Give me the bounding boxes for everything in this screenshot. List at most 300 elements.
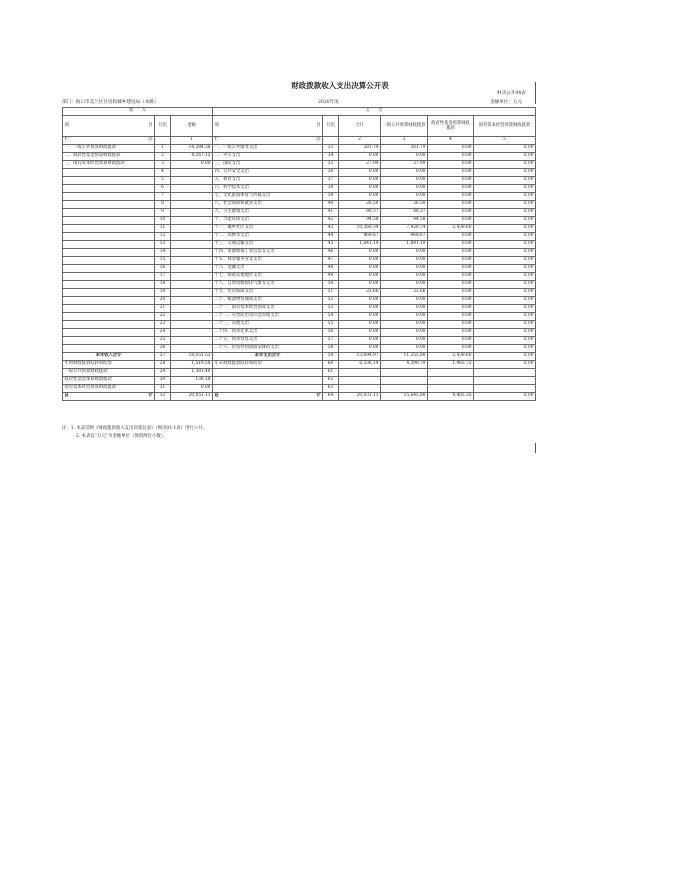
expense-state-capital: 0.00	[474, 344, 536, 352]
income-amount	[171, 320, 213, 328]
expense-col-blank	[323, 137, 339, 145]
table-row	[63, 176, 536, 184]
income-row-no: 21	[155, 304, 171, 312]
table-row	[63, 200, 536, 208]
expense-state-capital: 0.00	[474, 216, 536, 224]
carry-expense-total: 6,336.14	[339, 360, 381, 368]
expense-rowno-header: 行次	[323, 116, 339, 137]
table-row	[63, 304, 536, 312]
expense-general-budget: 23.66	[381, 288, 428, 296]
income-row-no: 20	[155, 296, 171, 304]
expense-general-budget: 0.00	[381, 280, 428, 288]
table-row	[63, 312, 536, 320]
expense-state-capital: 0.00	[474, 240, 536, 248]
expense-general-budget: 0.00	[381, 296, 428, 304]
expense-row-no: 39	[323, 192, 339, 200]
expense-gov-fund: 0.00	[428, 288, 474, 296]
carry-expense-general	[381, 384, 428, 392]
expense-item-name: 二十五、债务付息支出	[213, 336, 323, 344]
expense-general-budget: 0.00	[381, 272, 428, 280]
annual-total-row	[63, 352, 536, 360]
table-row	[63, 232, 536, 240]
expense-gov-fund: 0.00	[428, 168, 474, 176]
income-amount	[171, 184, 213, 192]
table-row	[63, 296, 536, 304]
carry-expense-no: 62	[323, 376, 339, 384]
expense-item-name: 十一、城乡社区支出	[213, 224, 323, 232]
expense-gov-fund: 0.00	[428, 144, 474, 152]
expense-state-capital: 0.00	[474, 248, 536, 256]
gov-fund-header: 政府性基金预算财政拨款	[428, 116, 474, 137]
expense-row-no: 48	[323, 264, 339, 272]
expense-general-budget: 0.00	[381, 248, 428, 256]
income-item-name	[63, 256, 155, 264]
income-item-name	[63, 168, 155, 176]
grand-total-row	[63, 392, 536, 400]
income-item-name: 一、一般公共预算财政拨款	[63, 144, 155, 152]
expense-total: 26.50	[339, 200, 381, 208]
expense-total: 0.00	[339, 256, 381, 264]
carry-expense-no: 60	[323, 360, 339, 368]
expense-item-name: 二十、粮油物资储备支出	[213, 296, 323, 304]
expense-total: 0.00	[339, 328, 381, 336]
expense-general-budget: 0.00	[381, 192, 428, 200]
carry-income-amount: 1,519.58	[171, 360, 213, 368]
carry-income-name: 年初财政拨款结转和结余	[63, 360, 155, 368]
carry-row	[63, 360, 536, 368]
expense-state-capital: 0.00	[474, 184, 536, 192]
carry-expense-general	[381, 376, 428, 384]
income-amount	[171, 280, 213, 288]
expense-row-no: 51	[323, 288, 339, 296]
carry-expense-capital	[474, 384, 536, 392]
carry-expense-name	[213, 368, 323, 376]
income-item-name	[63, 224, 155, 232]
grand-total-income-no: 32	[155, 392, 171, 400]
carry-expense-capital	[474, 376, 536, 384]
expense-gov-fund: 0.00	[428, 232, 474, 240]
expense-gov-fund: 0.00	[428, 216, 474, 224]
expense-row-no: 54	[323, 312, 339, 320]
expense-gov-fund: 0.00	[428, 152, 474, 160]
income-total-amount: 18,551.53	[171, 352, 213, 360]
income-row-no: 14	[155, 248, 171, 256]
expense-gov-fund: 0.00	[428, 296, 474, 304]
income-amount	[171, 208, 213, 216]
expense-gov-fund: 0.00	[428, 184, 474, 192]
expense-item-name: 九、卫生健康支出	[213, 208, 323, 216]
expense-gov-fund: 0.00	[428, 280, 474, 288]
expense-total: 0.00	[339, 296, 381, 304]
income-amount-header: 金额	[171, 116, 213, 137]
expense-general-budget: 0.00	[381, 176, 428, 184]
expense-row-no: 33	[323, 144, 339, 152]
expense-item-name: 二十六、抗疫特别国债安排的支出	[213, 344, 323, 352]
carry-expense-fund	[428, 368, 474, 376]
expense-gov-fund: 0.00	[428, 160, 474, 168]
carry-expense-name	[213, 376, 323, 384]
income-item-name	[63, 264, 155, 272]
table-row	[63, 144, 536, 152]
expense-total: 0.00	[339, 272, 381, 280]
carry-expense-fund	[428, 384, 474, 392]
expense-state-capital: 0.00	[474, 296, 536, 304]
table-row	[63, 272, 536, 280]
income-amount	[171, 232, 213, 240]
expense-item-name: 七、文化旅游体育与传媒支出	[213, 192, 323, 200]
carry-row	[63, 368, 536, 376]
carry-expense-capital	[474, 368, 536, 376]
income-row-no: 6	[155, 184, 171, 192]
income-row-no: 12	[155, 232, 171, 240]
expense-item-name: 二十三、其他支出	[213, 320, 323, 328]
table-row	[63, 344, 536, 352]
expense-row-no: 40	[323, 200, 339, 208]
income-row-no: 9	[155, 208, 171, 216]
expense-state-capital: 0.00	[474, 176, 536, 184]
income-item-name: 三、国有资本经营预算财政拨款	[63, 160, 155, 168]
expense-general-budget: 0.00	[381, 184, 428, 192]
expense-item-header: 项 目	[213, 116, 323, 137]
expense-state-capital: 0.00	[474, 328, 536, 336]
expense-general-budget: 7,920.74	[381, 224, 428, 232]
income-item-name	[63, 304, 155, 312]
expense-total-no: 59	[323, 352, 339, 360]
table-row	[63, 328, 536, 336]
table-row	[63, 160, 536, 168]
expense-general-budget: 281.79	[381, 144, 428, 152]
expense-total-label: 本年支出合计	[213, 352, 323, 360]
expense-total: 0.00	[339, 176, 381, 184]
income-amount	[171, 256, 213, 264]
carry-expense-fund: 1,965.75	[428, 360, 474, 368]
income-col-blank	[155, 137, 171, 145]
expense-item-name: 二、外交支出	[213, 152, 323, 160]
expense-item-name: 十六、金融支出	[213, 264, 323, 272]
expense-state-capital: 0.00	[474, 320, 536, 328]
col-index-2: 2	[339, 137, 381, 145]
income-amount	[171, 272, 213, 280]
expense-total: 0.00	[339, 280, 381, 288]
column-header-row	[63, 116, 536, 137]
fiscal-year: 2020年度	[318, 100, 339, 105]
carry-row	[63, 384, 536, 392]
expense-total: 0.00	[339, 312, 381, 320]
table-row	[63, 240, 536, 248]
expense-general-budget: 0.00	[381, 320, 428, 328]
state-capital-header: 国有资本经营预算财政拨款	[474, 116, 536, 137]
table-row	[63, 216, 536, 224]
footnote-2: 2. 本表以“万元”为金额单位（保留两位小数）。	[76, 434, 168, 439]
expense-total: 0.00	[339, 304, 381, 312]
expense-row-no: 44	[323, 232, 339, 240]
carry-expense-general	[381, 368, 428, 376]
expense-total: 0.00	[339, 264, 381, 272]
income-item-name	[63, 328, 155, 336]
edge-rule-bottom	[535, 443, 536, 453]
edge-rule-top	[535, 82, 536, 104]
income-total-no: 27	[155, 352, 171, 360]
income-item-name	[63, 216, 155, 224]
expense-row-no: 34	[323, 152, 339, 160]
income-amount	[171, 240, 213, 248]
carry-expense-general: 4,390.79	[381, 360, 428, 368]
expense-gov-fund: 0.00	[428, 240, 474, 248]
expense-item-name: 十、节能环保支出	[213, 216, 323, 224]
income-amount	[171, 288, 213, 296]
carry-expense-fund	[428, 376, 474, 384]
income-item-name	[63, 288, 155, 296]
table-row	[63, 208, 536, 216]
income-amount	[171, 264, 213, 272]
expense-state-capital: 0.00	[474, 208, 536, 216]
income-item-name	[63, 200, 155, 208]
income-amount	[171, 176, 213, 184]
carry-income-name: 一般公共预算财政拨款	[63, 368, 155, 376]
expense-row-no: 43	[323, 224, 339, 232]
income-item-name	[63, 344, 155, 352]
income-item-name	[63, 240, 155, 248]
income-amount: 14,284.38	[171, 144, 213, 152]
table-row	[63, 248, 536, 256]
expense-state-capital: 0.00	[474, 312, 536, 320]
expense-total: 10,360.34	[339, 224, 381, 232]
income-amount	[171, 248, 213, 256]
expense-general-budget: 0.00	[381, 168, 428, 176]
income-amount	[171, 224, 213, 232]
income-amount	[171, 200, 213, 208]
income-section-header: 收 入	[63, 108, 213, 116]
expense-state-capital: 0.00	[474, 200, 536, 208]
expense-row-no: 57	[323, 336, 339, 344]
expense-row-no: 58	[323, 344, 339, 352]
table-row	[63, 224, 536, 232]
expense-general-budget: 969.67	[381, 232, 428, 240]
expense-gov-fund: 0.00	[428, 336, 474, 344]
income-row-no: 11	[155, 224, 171, 232]
expense-row-no: 52	[323, 296, 339, 304]
expense-total: 23.66	[339, 288, 381, 296]
income-item-name	[63, 192, 155, 200]
income-item-name	[63, 176, 155, 184]
income-row-no: 26	[155, 344, 171, 352]
grand-total-expense-fund: 4,405.35	[428, 392, 474, 400]
income-item-name	[63, 208, 155, 216]
income-item-name	[63, 272, 155, 280]
income-amount	[171, 336, 213, 344]
income-item-header: 项 目	[63, 116, 155, 137]
expense-total: 0.00	[339, 184, 381, 192]
income-row-no: 10	[155, 216, 171, 224]
expense-general-budget: 0.00	[381, 152, 428, 160]
table-row	[63, 184, 536, 192]
expense-gov-fund: 0.00	[428, 192, 474, 200]
expense-general-budget: 0.00	[381, 328, 428, 336]
expense-general-budget: 27.99	[381, 160, 428, 168]
expense-gov-fund: 0.00	[428, 248, 474, 256]
expense-general-budget: 94.58	[381, 216, 428, 224]
col-index-1: 1	[171, 137, 213, 145]
col-index-5: 5	[474, 137, 536, 145]
expense-item-name: 八、社会保障和就业支出	[213, 200, 323, 208]
expense-total: 1,841.19	[339, 240, 381, 248]
expense-item-name: 二十一、国有资本经营预算支出	[213, 304, 323, 312]
income-amount	[171, 192, 213, 200]
income-row-no: 2	[155, 152, 171, 160]
expense-state-capital: 0.00	[474, 264, 536, 272]
income-item-name	[63, 232, 155, 240]
income-item-name	[63, 312, 155, 320]
income-amount	[171, 216, 213, 224]
carry-income-amount: 0.00	[171, 384, 213, 392]
expense-col-label: 栏 次	[214, 137, 321, 142]
expense-general-budget: 89.37	[381, 208, 428, 216]
column-index-row	[63, 137, 536, 145]
expense-item-name: 十五、商业服务业等支出	[213, 256, 323, 264]
expense-section-header: 支 出	[213, 108, 536, 116]
money-unit: 金额单位：万元	[490, 100, 523, 105]
carry-expense-total	[339, 368, 381, 376]
expense-row-no: 46	[323, 248, 339, 256]
expense-total-sum: 13,694.97	[339, 352, 381, 360]
expense-total-capital: 0.00	[474, 352, 536, 360]
expense-total: 969.67	[339, 232, 381, 240]
expense-general-budget: 0.00	[381, 336, 428, 344]
section-header-row	[63, 108, 536, 116]
income-item-name	[63, 248, 155, 256]
expense-total: 0.00	[339, 320, 381, 328]
expense-item-name: 十四、资源勘探工业信息等支出	[213, 248, 323, 256]
carry-expense-name: 年末财政拨款结转和结余	[213, 360, 323, 368]
carry-income-amount: 138.18	[171, 376, 213, 384]
table-row	[63, 320, 536, 328]
income-item-name	[63, 320, 155, 328]
expense-total: 0.00	[339, 344, 381, 352]
expense-total: 27.99	[339, 160, 381, 168]
carry-expense-capital: 0.00	[474, 360, 536, 368]
expense-item-name: 四、公共安全支出	[213, 168, 323, 176]
general-budget-header: 一般公共预算财政拨款	[381, 116, 428, 137]
expense-gov-fund: 0.00	[428, 264, 474, 272]
expense-gov-fund: 0.00	[428, 328, 474, 336]
col-index-4: 4	[428, 137, 474, 145]
income-row-no: 23	[155, 320, 171, 328]
expense-row-no: 56	[323, 328, 339, 336]
expense-item-name: 二十二、灾害防治及应急管理支出	[213, 312, 323, 320]
income-row-no: 18	[155, 280, 171, 288]
expense-item-name: 十八、自然资源海洋气象等支出	[213, 280, 323, 288]
expense-gov-fund: 0.00	[428, 200, 474, 208]
expense-item-name: 五、教育支出	[213, 176, 323, 184]
income-row-no: 5	[155, 176, 171, 184]
expense-row-no: 50	[323, 280, 339, 288]
expense-state-capital: 0.00	[474, 224, 536, 232]
income-row-no: 24	[155, 328, 171, 336]
expense-gov-fund: 0.00	[428, 176, 474, 184]
expense-row-no: 49	[323, 272, 339, 280]
carry-expense-no: 63	[323, 384, 339, 392]
expense-item-name: 十九、住房保障支出	[213, 288, 323, 296]
expense-item-name: 十七、援助其他地区支出	[213, 272, 323, 280]
income-row-no: 25	[155, 336, 171, 344]
income-row-no: 1	[155, 144, 171, 152]
income-row-no: 15	[155, 256, 171, 264]
expense-gov-fund: 0.00	[428, 344, 474, 352]
expense-general-budget: 0.00	[381, 304, 428, 312]
grand-total-expense-total: 20,031.11	[339, 392, 381, 400]
expense-gov-fund: 0.00	[428, 208, 474, 216]
income-item-name	[63, 280, 155, 288]
form-code: 财决公开04表	[497, 91, 526, 96]
expense-general-budget: 0.00	[381, 256, 428, 264]
expense-total: 281.79	[339, 144, 381, 152]
department-label: 部门：海口市美兰区住房和城乡建设局（本级）	[62, 100, 159, 105]
expense-item-name: 一、一般公共服务支出	[213, 144, 323, 152]
income-row-no: 4	[155, 168, 171, 176]
table-row	[63, 280, 536, 288]
col-index-3: 3	[381, 137, 428, 145]
expense-item-name: 二十四、债务还本支出	[213, 328, 323, 336]
income-item-name: 二、政府性基金预算财政拨款	[63, 152, 155, 160]
income-amount	[171, 168, 213, 176]
expense-state-capital: 0.00	[474, 272, 536, 280]
expense-row-no: 36	[323, 168, 339, 176]
expense-state-capital: 0.00	[474, 304, 536, 312]
income-col-label: 栏 次	[64, 137, 153, 142]
income-amount	[171, 304, 213, 312]
expense-total: 0.00	[339, 168, 381, 176]
income-row-no: 8	[155, 200, 171, 208]
expense-gov-fund: 0.00	[428, 256, 474, 264]
expense-state-capital: 0.00	[474, 288, 536, 296]
expense-total-fund: 2,439.60	[428, 352, 474, 360]
income-item-name	[63, 336, 155, 344]
grand-total-expense-label: 总 计	[213, 392, 323, 400]
income-row-no: 19	[155, 288, 171, 296]
income-amount: 0.00	[171, 160, 213, 168]
report-title: 财政拨款收入支出决算公开表	[291, 81, 389, 90]
expense-state-capital: 0.00	[474, 256, 536, 264]
expense-state-capital: 0.00	[474, 152, 536, 160]
expense-state-capital: 0.00	[474, 160, 536, 168]
table-row	[63, 168, 536, 176]
income-item-name	[63, 296, 155, 304]
income-rowno-header: 行次	[155, 116, 171, 137]
expense-total: 0.00	[339, 248, 381, 256]
expense-gov-fund: 0.00	[428, 312, 474, 320]
carry-income-name: 国有资本经营预算财政拨款	[63, 384, 155, 392]
grand-total-expense-no: 64	[323, 392, 339, 400]
expense-gov-fund: 0.00	[428, 304, 474, 312]
footnote-1: 注：1. 本表反映《财政拨款收入支出决算总表》（财决01-1表）进行公开。	[62, 426, 207, 431]
carry-income-name: 政府性基金预算财政拨款	[63, 376, 155, 384]
income-amount	[171, 328, 213, 336]
table-row	[63, 336, 536, 344]
expense-row-no: 42	[323, 216, 339, 224]
expense-item-name: 六、科学技术支出	[213, 184, 323, 192]
carry-expense-total	[339, 376, 381, 384]
income-row-no: 22	[155, 312, 171, 320]
expense-general-budget: 0.00	[381, 312, 428, 320]
expense-general-budget: 1,841.19	[381, 240, 428, 248]
table-row	[63, 152, 536, 160]
expense-state-capital: 0.00	[474, 144, 536, 152]
table-row	[63, 192, 536, 200]
carry-income-amount: 1,381.40	[171, 368, 213, 376]
expense-gov-fund: 0.00	[428, 320, 474, 328]
table-row	[63, 264, 536, 272]
expense-total: 94.58	[339, 216, 381, 224]
